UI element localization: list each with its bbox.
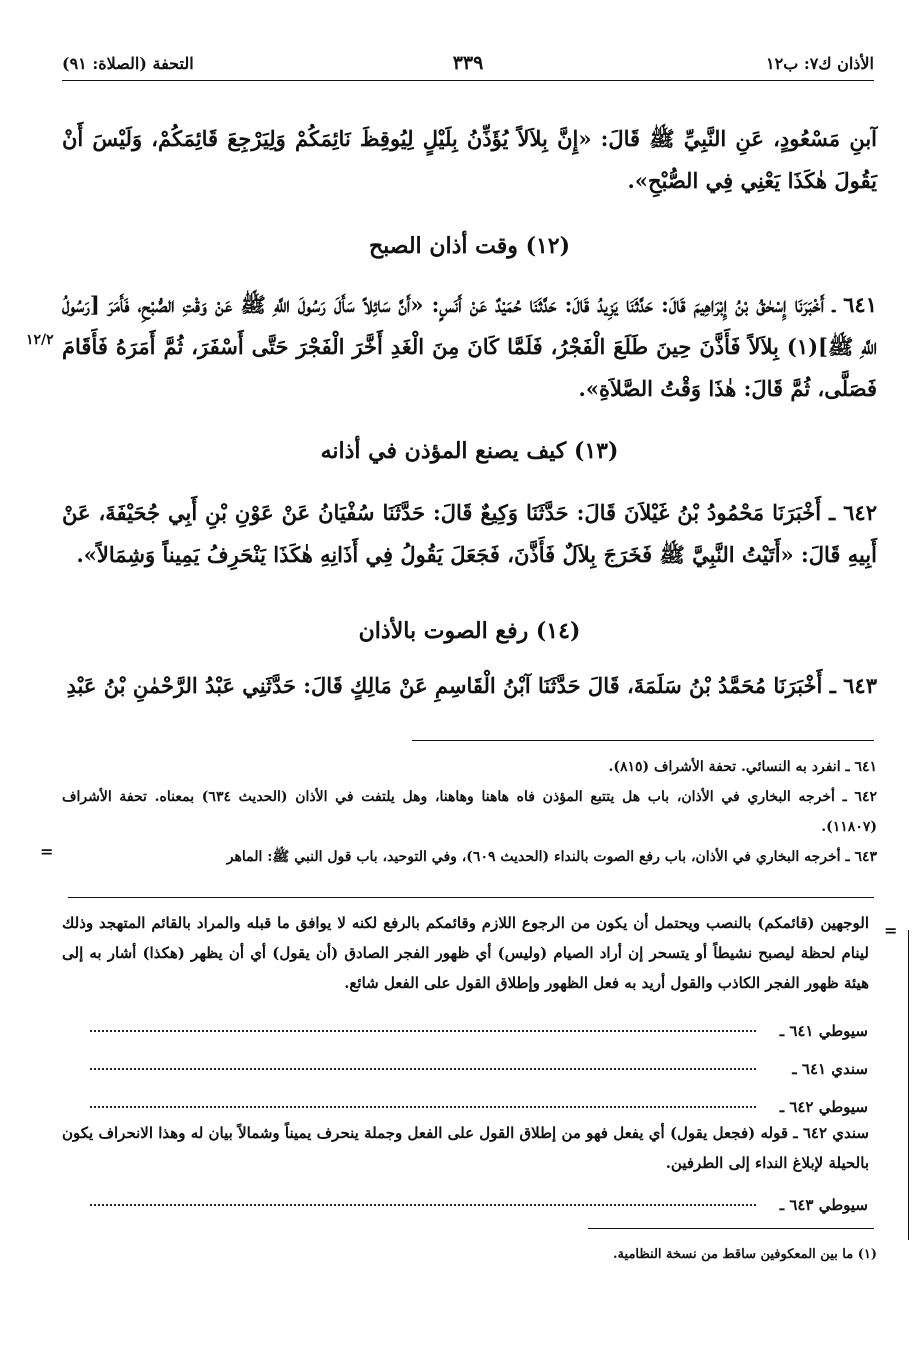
suyuti-643-label: سيوطي ٦٤٣ ـ <box>779 1196 868 1214</box>
margin-folio-ref: ١٢/٢ <box>26 332 54 348</box>
header-tuhfa-ref: التحفة (الصلاة: ٩١) <box>62 54 194 73</box>
footnote-separator <box>412 740 874 741</box>
commentary-continuation-mark: = <box>884 921 898 940</box>
intro-hadith-text: آبنِ مَسْعُودٍ، عَنِ النَّبِيِّ ﷺ قَالَ: «إِنَّ بِلاَلاً يُؤَذِّنُ بِلَيْلٍ لِيُوقِظَ نَائِمَكُمْ وَلِيَرْجِعَ قَائِمَكُمْ، وَلَيْسَ أَنْ يَقُولَ هٰكَذَا يَعْنِي فِي الصُّبْحِ». <box>62 126 877 193</box>
footnote-641: ٦٤١ ـ انفرد به النسائي. تحفة الأشراف (٨١٥). <box>608 759 877 775</box>
suyuti-643-line <box>90 1190 868 1220</box>
dotted-leader <box>90 1204 756 1206</box>
endnote-separator <box>588 1228 874 1229</box>
endnote-text: (١) ما بين المعكوفين ساقط من نسخة النظامية. <box>613 1247 877 1262</box>
sindi-641-label: سندي ٦٤١ ـ <box>792 1060 868 1078</box>
page-number: ٣٣٩ <box>452 52 484 74</box>
running-header <box>62 48 874 81</box>
footnote-643: ٦٤٣ ـ أخرجه البخاري في الأذان، باب رفع الصوت بالنداء (الحديث ٦٠٩)، وفي التوحيد، باب قول النبي ﷺ: الماهر <box>226 849 877 865</box>
commentary-separator <box>68 897 874 898</box>
hadith-642-text: ٦٤٢ ـ أَخْبَرَنَا مَحْمُودُ بْنُ غَيْلاَنَ قَالَ: حَدَّثَنَا وَكِيعٌ قَالَ: حَدَّثَنَا سُفْيَانُ عَنْ عَوْنِ بْنِ أَبِي جُحَيْفَةَ، عَنْ أَبِيهِ قَالَ: «أَتَيْتُ النَّبِيَّ ﷺ فَخَرَجَ بِلاَلٌ فَأَذَّنَ، فَجَعَلَ يَقُولُ فِي أَذَانِهِ هٰكَذَا يَنْحَرِفُ يَمِيناً وَشِمَالاً». <box>62 500 877 567</box>
section-14-title: (١٤) رفع الصوت بالأذان <box>358 618 581 644</box>
footnote-642: ٦٤٢ ـ أخرجه البخاري في الأذان، باب هل يتتبع المؤذن فاه هاهنا وهاهنا، وهل يلتفت في الأذان (الحديث ٦٣٤) بمعناه. تحفة الأشراف (١١٨٠٧). <box>62 789 877 835</box>
commentary-paragraph-2: سندي ٦٤٢ ـ قوله (فجعل يقول) أي يفعل فهو من إطلاق القول على الفعل وجملة ينحرف يميناً وشمالاً بيان له وهذا الانحراف يكون بالحيلة لإبلاغ النداء إلى الطرفين. <box>62 1124 869 1172</box>
section-12-title: (١٢) وقت أذان الصبح <box>368 233 571 259</box>
hadith-641-text: ٦٤١ ـ أَخْبَرَنَا إِسْحٰقُ بْنُ إِبْرَاهِيمَ قَالَ: حَدَّثَنَا يَزِيدُ قَالَ: حَدَّثَنَا حُمَيْدٌ عَنْ أَنَسٍ: «أَنَّ سَائِلاً سَأَلَ رَسُولَ اللَّهِ ﷺ عَنْ وَقْتِ الصُّبْحِ، فَأَمَرَ [رَسُولُ اللَّهِ ﷺ](١) بِلاَلاً فَأَذَّنَ حِينَ طَلَعَ الْفَجْرُ، فَلَمَّا كَانَ مِنَ الْغَدِ أَخَّرَ الْفَجْرَ حَتَّى أَسْفَرَ، ثُمَّ أَمَرَهُ فَأَقَامَ فَصَلَّى، ثُمَّ قَالَ: هٰذَا وَقْتُ الصَّلاَةِ». <box>62 292 877 401</box>
dotted-leader <box>90 1030 756 1032</box>
suyuti-641-label: سيوطي ٦٤١ ـ <box>779 1022 868 1040</box>
dotted-leader <box>90 1106 756 1108</box>
suyuti-642-label: سيوطي ٦٤٢ ـ <box>779 1098 868 1116</box>
section-13-title: (١٣) كيف يصنع المؤذن في أذانه <box>320 438 619 464</box>
header-chapter-ref: الأذان ك٧: ب١٢ <box>766 54 874 73</box>
footnote-continuation-mark: = <box>40 842 54 861</box>
suyuti-641-line <box>90 1016 868 1046</box>
hadith-643-text: ٦٤٣ ـ أَخْبَرَنَا مُحَمَّدُ بْنُ سَلَمَةَ، قَالَ حَدَّثَنَا آبْنُ الْقَاسِمِ عَنْ مَالِكٍ قَالَ: حَدَّثَنِي عَبْدُ الرَّحْمٰنِ بْنُ عَبْدِ <box>66 673 877 698</box>
sindi-641-line <box>90 1054 868 1084</box>
right-edge-line <box>908 930 909 1240</box>
dotted-leader <box>90 1068 756 1070</box>
commentary-paragraph-1: الوجهين (قائمكم) بالنصب ويحتمل أن يكون من الرجوع اللازم وقائمكم بالرفع لكنه لا يوافق ما قبله والمراد بالقائم المتهجد وذلك لينام لحظة ليصبح نشيطاً أو يتسحر إن أراد الصيام (وليس) أي ظهور الفجر الصادق (أن يقول) أي أن يظهر (هكذا) أشار به إلى هيئة ظهور الفجر الكاذب والقول أريد به فعل الظهور وإطلاق القول على الفعل شائع. <box>62 914 869 992</box>
